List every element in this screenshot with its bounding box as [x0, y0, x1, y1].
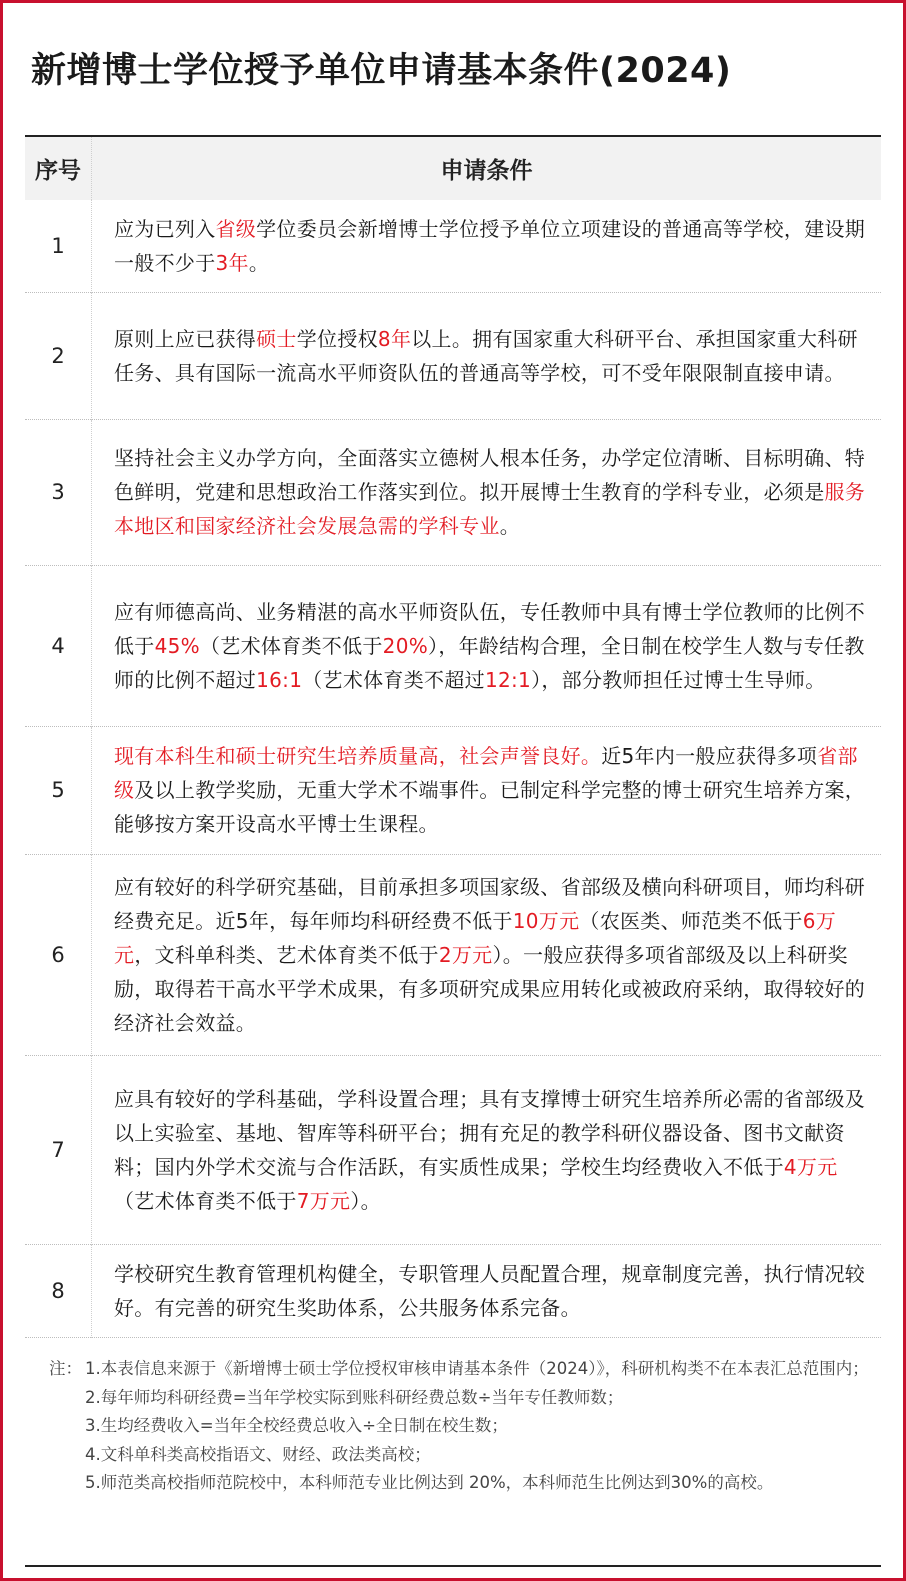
row-number: 6: [25, 854, 92, 1055]
footnote-item: [49, 1355, 869, 1384]
condition-segment: ），年龄结构合理，全日制在校学生人数与专任教师的比例不超过: [114, 633, 865, 692]
condition-segment: 学校研究生教育管理机构健全，专职管理人员配置合理，规章制度完善，执行情况较好。有完善的研究生奖助体系，公共服务体系完备。: [114, 1261, 866, 1320]
condition-segment: 原则上应已获得: [114, 326, 257, 351]
highlight-text: 省部级: [114, 744, 858, 802]
condition-text: [92, 200, 882, 292]
row-number: 3: [25, 419, 92, 565]
footnote-item: [49, 1412, 869, 1441]
header-index: 序号: [25, 136, 92, 200]
table-row: [25, 200, 881, 292]
table-row: [25, 854, 881, 1055]
condition-segment: ，文科单科类、艺术体育类不低于: [134, 942, 439, 967]
condition-segment: 坚持社会主义办学方向，全面落实立德树人根本任务，办学定位清晰、目标明确、特色鲜明，党建和思想政治工作落实到位。拟开展博士生教育的学科专业，必须是: [114, 446, 866, 504]
condition-segment: 应为已列入: [114, 216, 216, 241]
highlight-text: 12:1: [484, 667, 532, 692]
row-number: 1: [25, 200, 92, 292]
condition-segment: 。: [248, 250, 270, 275]
bottom-rule: [25, 1565, 881, 1567]
footnote-lead: 注：: [49, 1359, 82, 1378]
condition-segment: 及以上教学奖励，无重大学术不端事件。已制定科学完整的博士研究生培养方案，能够按方案开设高水平博士生课程。: [114, 778, 866, 836]
condition-segment: 近5年内一般应获得多项: [601, 744, 818, 768]
highlight-text: 2万元: [438, 942, 493, 967]
highlight-text: 3年: [215, 250, 249, 275]
condition-text: [92, 565, 882, 726]
condition-text: [92, 1055, 882, 1244]
row-number: 5: [25, 726, 92, 854]
highlight-text: 10万元: [512, 908, 580, 933]
condition-segment: ）。一般应获得多项省部级及以上科研奖励，取得若干高水平学术成果，有多项研究成果应用转化或被政府采纳，取得较好的经济社会效益。: [114, 942, 866, 1035]
highlight-text: 7万元: [296, 1188, 351, 1213]
condition-segment: 学位委员会新增博士学位授予单位立项建设的普通高等学校，建设期一般不少于: [114, 216, 866, 275]
conditions-table: [25, 135, 881, 1338]
table-row: [25, 292, 881, 419]
table-row: [25, 1244, 881, 1337]
table-body: [25, 200, 881, 1337]
highlight-text: 现有本科生和硕士研究生培养质量高，社会声誉良好。: [114, 744, 602, 768]
condition-segment: （艺术体育类不超过: [302, 667, 485, 692]
condition-segment: （艺术体育类不低于: [199, 633, 383, 658]
condition-segment: 学位授权: [296, 326, 378, 351]
footnote-text: 3.生均经费收入=当年全校经费总收入÷全日制在校生数；: [85, 1416, 508, 1435]
footnote-item: [49, 1469, 869, 1498]
row-number: 4: [25, 565, 92, 726]
condition-text: [92, 292, 882, 419]
conditions-table-wrap: [25, 135, 881, 1338]
highlight-text: 服务本地区和国家经济社会发展急需的学科专业: [114, 480, 866, 538]
condition-segment: （农医类、师范类不低于: [579, 908, 803, 933]
highlight-text: 45%: [154, 633, 200, 658]
footnote-text: 1.本表信息来源于《新增博士硕士学位授权审核申请基本条件（2024）》，科研机构类不在本表汇总范围内；: [85, 1359, 869, 1378]
condition-segment: 应有师德高尚、业务精湛的高水平师资队伍，专任教师中具有博士学位教师的比例不低于: [114, 599, 866, 658]
row-number: 7: [25, 1055, 92, 1244]
table-row: [25, 419, 881, 565]
highlight-text: 省级: [215, 216, 257, 241]
footnote-text: 2.每年师均科研经费=当年学校实际到账科研经费总数÷当年专任教师数；: [85, 1387, 624, 1407]
table-row: [25, 726, 881, 854]
row-number: 2: [25, 292, 92, 419]
header-conditions: 申请条件: [440, 158, 533, 184]
condition-segment: （艺术体育类不低于: [114, 1188, 297, 1213]
condition-text: [92, 726, 882, 854]
highlight-text: 4万元: [783, 1154, 838, 1179]
footnote-text: 5.师范类高校指师范院校中，本科师范专业比例达到 20%，本科师范生比例达到30%的高校。: [85, 1473, 774, 1492]
condition-text: [92, 854, 882, 1055]
highlight-text: 16:1: [256, 667, 303, 692]
condition-segment: 应具有较好的学科基础，学科设置合理；具有支撑博士研究生培养所必需的省部级及以上实验室、基地、智库等科研平台；拥有充足的教学科研仪器设备、图书文献资料；国内外学术交流与合作活跃，有实质性成果；学校生均经费收入不低于: [114, 1086, 866, 1179]
footnote-text: 4.文科单科类高校指语文、财经、政法类高校；: [85, 1444, 431, 1464]
footnotes: [49, 1355, 869, 1498]
condition-segment: 。: [499, 514, 521, 538]
condition-text: [92, 1244, 882, 1337]
highlight-text: 硕士: [256, 326, 297, 351]
condition-segment: 以上。拥有国家重大科研平台、承担国家重大科研任务、具有国际一流高水平师资队伍的普通高等学校，可不受年限限制直接申请。: [114, 326, 858, 385]
highlight-text: 8年: [377, 326, 412, 351]
row-number: 8: [25, 1244, 92, 1337]
condition-segment: ）。: [350, 1188, 381, 1213]
condition-text: [92, 419, 882, 565]
condition-segment: ），部分教师担任过博士生导师。: [531, 667, 826, 692]
highlight-text: 20%: [382, 633, 429, 658]
footnote-item: [49, 1384, 869, 1413]
condition-segment: 应有较好的科学研究基础，目前承担多项国家级、省部级及横向科研项目，师均科研经费充足。近5年，每年师均科研经费不低于: [114, 874, 866, 933]
page-title: 新增博士学位授予单位申请基本条件(2024): [31, 51, 732, 91]
highlight-text: 6万元: [114, 908, 837, 967]
table-row: [25, 1055, 881, 1244]
footnote-item: [49, 1441, 869, 1470]
table-header-row: [25, 136, 881, 200]
table-row: [25, 565, 881, 726]
